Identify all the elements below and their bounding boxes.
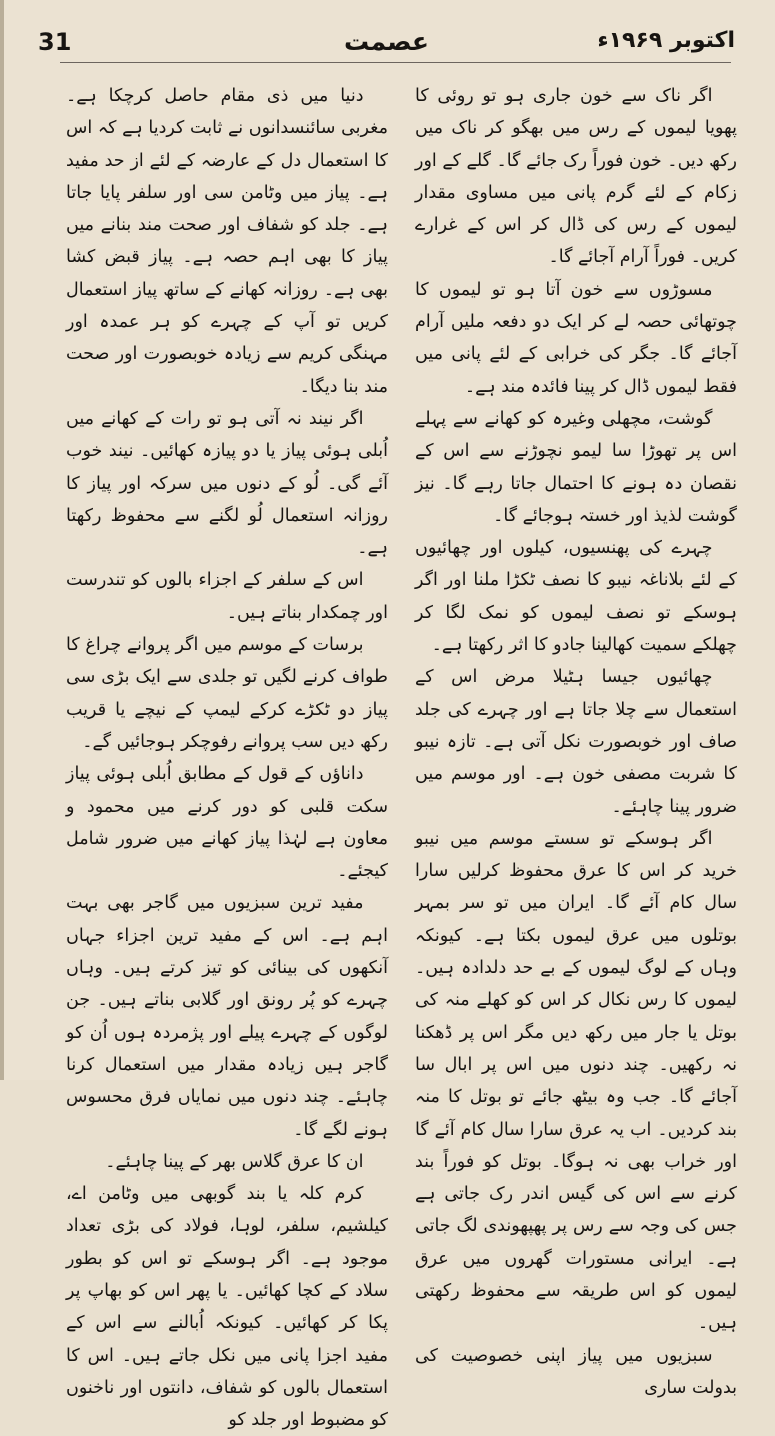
- text-paragraph: کرم کلہ یا بند گوبھی میں وٹامن اے، کیلشیم، سلفر، لوہا، فولاد کی بڑی تعداد موجود ہے۔ اگر ہوسکے تو اس کو بطور سلاد کے کچا کھائیں۔ یا پھر اس کو بھاپ پر پکا کر کھائیں۔ کیونکہ اُبالنے سے اس کے مفید اجزا پانی میں نکل جاتے ہیں۔ اس کا استعمال بالوں کو شفاف، دانتوں اور ناخنوں کو مضبوط اور جلد کو: [66, 1184, 388, 1431]
- text-paragraph: مفید ترین سبزیوں میں گاجر بھی بہت اہم ہے۔ اس کے مفید ترین اجزاء جہاں آنکھوں کی بینائی کو تیز کرتے ہیں۔ وہاں چہرے کو پُر رونق اور گلابی بناتے ہیں۔ جن لوگوں کے چہرے پیلے اور پژمردہ ہوں اُن کو گاجر ہیں زیادہ مقدار میں استعمال کرنا چاہئے۔ چند دنوں میں نمایاں فرق محسوس ہونے لگے گا۔: [66, 893, 388, 1140]
- right-text-column: [415, 80, 737, 1398]
- page-header: [38, 22, 735, 62]
- text-paragraph: اگر ناک سے خون جاری ہو تو روئی کا پھویا لیموں کے رس میں بھگو کر ناک میں رکھ دیں۔ خون فوراً رک جائے گا۔ گلے کے اور زکام کے لئے گرم پانی میں مساوی مقدار لیموں کے رس کی ڈال کر اس کے غرارے کریں۔ فوراً آرام آجائے گا۔: [415, 86, 737, 268]
- text-paragraph: چھائیوں جیسا ہٹیلا مرض اس کے استعمال سے چلا جاتا ہے اور چہرے کی جلد صاف اور خوبصورت نکل آتی ہے۔ تازہ نیبو کا شربت مصفی خون ہے۔ اور موسم میں ضرور پینا چاہئے۔: [415, 667, 737, 817]
- text-paragraph: اگر ہوسکے تو سستے موسم میں نیبو خرید کر اس کا عرق محفوظ کرلیں سارا سال کام آئے گا۔ ایران میں تو سر بمہر بوتلوں میں عرق لیموں بکتا ہے۔ کیونکہ وہاں کے لوگ لیموں کے بے حد دلدادہ ہیں۔ لیموں کا رس نکال کر اس کو کھلے منہ کی بوتل یا جار میں رکھ دیں مگر اس پر ڈھکنا نہ رکھیں۔ چند دنوں میں اس پر ابال سا آجائے گا۔ جب وہ بیٹھ جائے تو بوتل کا منہ بند کردیں۔ اب یہ عرق سارا سال کام آئے گا اور خراب بھی نہ ہوگا۔ بوتل کو فوراً بند کرنے سے اس کی گیس اندر رک جاتی ہے جس کی وجہ سے رس پر پھپھوندی لگ جاتی ہے۔ ایرانی مستورات گھروں میں عرق لیموں کو اس طریقہ سے محفوظ رکھتی ہیں۔: [415, 828, 737, 1334]
- text-paragraph: داناؤں کے قول کے مطابق اُبلی ہوئی پیاز سکت قلبی کو دور کرنے میں محمود و معاون ہے لہٰذا پیاز کھانے میں ضرور شامل کیجئے۔: [66, 764, 388, 882]
- text-paragraph: برسات کے موسم میں اگر پروانے چراغ کا طواف کرنے لگیں تو جلدی سے ایک بڑی سی پیاز دو ٹکڑے کرکے لیمپ کے نیچے یا قریب رکھ دیں سب پروانے رفوچکر ہوجائیں گے۔: [66, 635, 388, 752]
- text-paragraph: اگر نیند نہ آتی ہو تو رات کے کھانے میں اُبلی ہوئی پیاز یا دو پیازہ کھائیں۔ نیند خوب آئے گی۔ لُو کے دنوں میں سرکہ اور پیاز کا روزانہ استعمال لُو لگنے سے محفوظ رکھتا ہے۔: [66, 408, 388, 559]
- issue-date: اکتوبر ۱۹۶۹ء: [597, 28, 735, 53]
- header-divider: [60, 62, 731, 63]
- text-paragraph: اس کے سلفر کے اجزاء بالوں کو تندرست اور چمکدار بناتے ہیں۔: [66, 570, 388, 623]
- left-text-column: [66, 80, 388, 1431]
- text-paragraph: ان کا عرق گلاس بھر کے پینا چاہئے۔: [105, 1151, 364, 1172]
- page-number: 31: [38, 28, 72, 56]
- magazine-title: عصمت: [344, 27, 429, 56]
- text-paragraph: سبزیوں میں پیاز اپنی خصوصیت کی بدولت ساری: [415, 1345, 737, 1398]
- text-paragraph: چہرے کی پھنسیوں، کیلوں اور چھائیوں کے لئے بلاناغہ نیبو کا نصف ٹکڑا ملنا اور اگر ہوسکے تو نصف لیموں کو نمک لگا کر چھلکے سمیت کھالینا جادو کا اثر رکھتا ہے۔: [415, 538, 737, 656]
- text-paragraph: گوشت، مچھلی وغیرہ کو کھانے سے پہلے اس پر تھوڑا سا لیمو نچوڑنے سے اس کے نقصان دہ ہونے کا احتمال جاتا رہے گا۔ نیز گوشت لذیذ اور خستہ ہوجائے گا۔: [415, 408, 737, 526]
- text-paragraph: دنیا میں ذی مقام حاصل کرچکا ہے۔ مغربی سائنسدانوں نے ثابت کردیا ہے کہ اس کا استعمال دل کے عارضہ کے لئے از حد مفید ہے۔ پیاز میں وٹامن سی اور سلفر پایا جاتا ہے۔ جلد کو شفاف اور صحت مند بنانے میں پیاز کا بھی اہم حصہ ہے۔ پیاز قبض کشا بھی ہے۔ روزانہ کھانے کے ساتھ پیاز استعمال کریں تو آپ کے چہرے کو ہر عمدہ اور مہنگی کریم سے زیادہ خوبصورت اور صحت مند بنا دیگا۔: [66, 86, 388, 397]
- text-paragraph: مسوڑوں سے خون آتا ہو تو لیموں کا چوتھائی حصہ لے کر ایک دو دفعہ ملیں آرام آجائے گا۔ جگر کی خرابی کے لئے پانی میں فقط لیموں ڈال کر پینا فائدہ مند ہے۔: [415, 279, 737, 397]
